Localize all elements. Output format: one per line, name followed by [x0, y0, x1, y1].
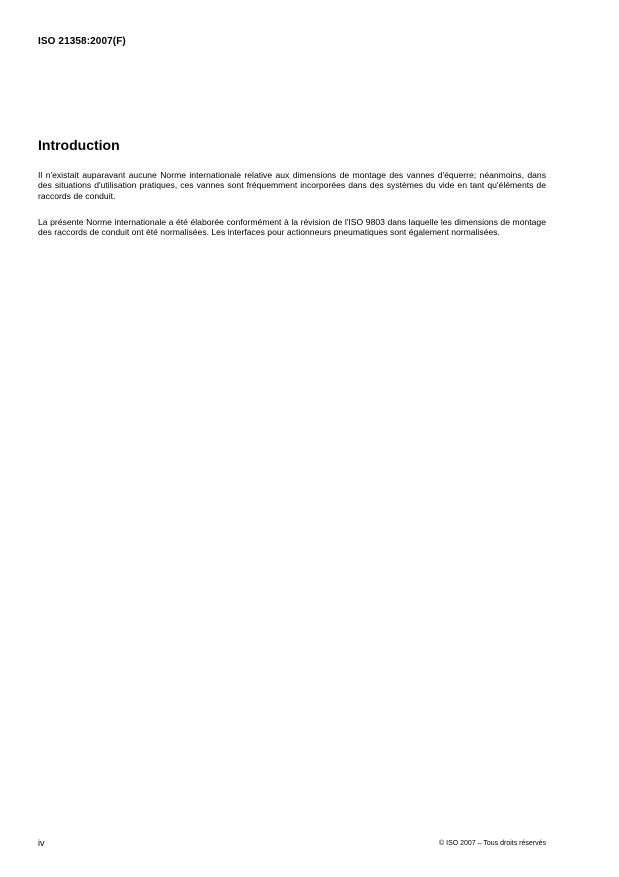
page-number: iv	[38, 838, 45, 848]
paragraph-2: La présente Norme internationale a été élaborée conformément à la révision de l'ISO 9803 dans laquelle les dimensions de montage des raccords de conduit ont été normalisées. Les interfaces pour actionneurs pneumatiques sont également normalisées.	[38, 217, 546, 238]
paragraph-1: Il n'existait auparavant aucune Norme internationale relative aux dimensions de montage des vannes d'équerre; néanmoins, dans des situations d'utilisation pratiques, ces vannes sont fréquemment incorporées dans des systèmes du vide en tant qu'éléments de raccords de conduit.	[38, 170, 546, 201]
section-title: Introduction	[38, 137, 120, 153]
copyright-notice: © ISO 2007 – Tous droits réservés	[439, 840, 546, 847]
document-id: ISO 21358:2007(F)	[38, 36, 126, 47]
